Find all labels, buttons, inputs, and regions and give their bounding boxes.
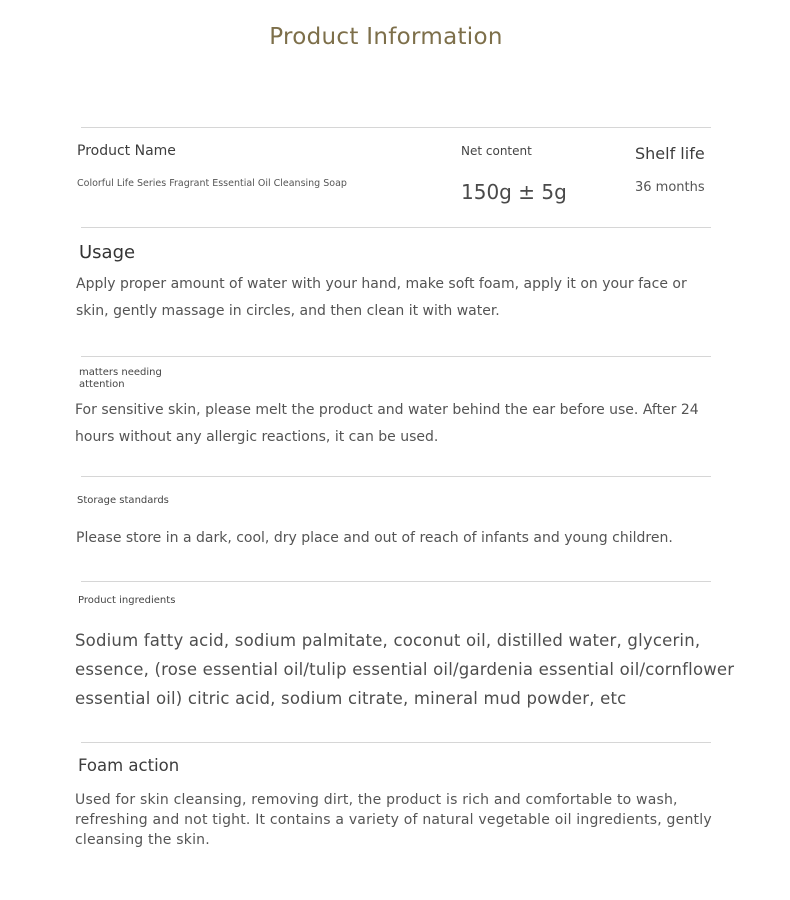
divider — [81, 742, 711, 743]
divider — [81, 227, 711, 228]
ingredients-label: Product ingredients — [78, 595, 176, 606]
net-content-value: 150g ± 5g — [461, 180, 567, 204]
net-content-label: Net content — [461, 144, 532, 158]
page-title: Product Information — [269, 24, 503, 50]
attention-text: For sensitive skin, please melt the product and water behind the ear before use. After 24 hours without any allergic reactions, it can be used. — [75, 402, 699, 445]
divider — [81, 581, 711, 582]
ingredients-text: Sodium fatty acid, sodium palmitate, coconut oil, distilled water, glycerin, essence, (rose essential oil/tulip essential oil/gardenia essential oil/cornflower essential oil) citric acid, sodium citrate, mineral mud powder, etc — [75, 631, 735, 708]
usage-text: Apply proper amount of water with your hand, make soft foam, apply it on your face or skin, gently massage in circles, and then clean it with water. — [76, 276, 687, 319]
divider — [81, 127, 711, 128]
divider — [81, 476, 711, 477]
usage-label: Usage — [79, 242, 136, 263]
product-name-label: Product Name — [77, 143, 176, 159]
product-name-value: Colorful Life Series Fragrant Essential Oil Cleansing Soap — [77, 178, 347, 189]
storage-text: Please store in a dark, cool, dry place and out of reach of infants and young children. — [76, 530, 673, 546]
divider — [81, 356, 711, 357]
shelf-life-label: Shelf life — [635, 144, 705, 163]
storage-label: Storage standards — [77, 495, 169, 506]
attention-label: matters needing attention — [79, 367, 162, 390]
foam-text: Used for skin cleansing, removing dirt, the product is rich and comfortable to wash, refreshing and not tight. It contains a variety of natural vegetable oil ingredients, gently cleansing the skin. — [75, 792, 712, 848]
shelf-life-value: 36 months — [635, 180, 705, 195]
foam-label: Foam action — [78, 756, 180, 775]
